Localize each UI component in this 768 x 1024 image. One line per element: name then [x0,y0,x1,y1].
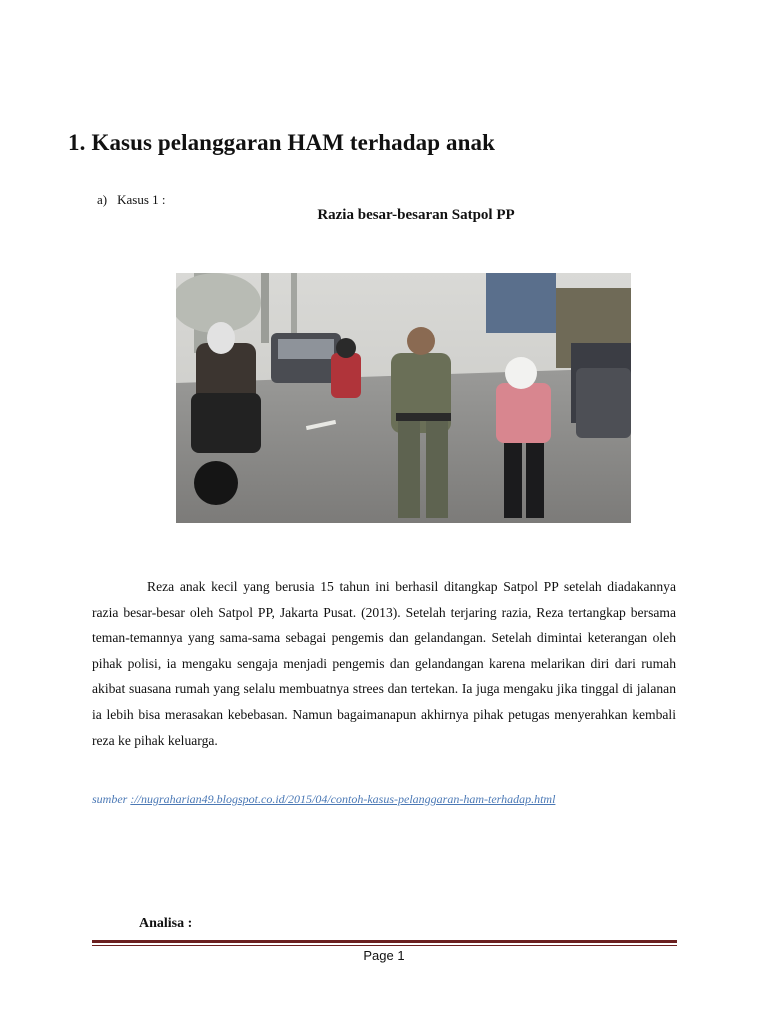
page-number: Page 1 [363,948,405,963]
source-line [92,792,555,807]
subsection-label [97,192,166,208]
footer-rule-thin [92,945,677,946]
footer-rule-thick [92,940,677,943]
section-number: 1. [68,130,86,155]
case-paragraph: Reza anak kecil yang berusia 15 tahun ini berhasil ditangkap Satpol PP setelah diadakannya razia besar-besar oleh Satpol PP, Jakarta Pusat. (2013). Setelah terjaring razia, Reza tertangkap bersama teman-temannya yang sama-sama sebagai pengemis dan gelandangan. Setelah dimintai keterangan oleh pihak polisi, ia mengaku sengaja menjadi pengemis dan gelandangan karena melarikan diri dari rumah akibat suasana rumah yang selalu membuatnya strees dan tertekan. Ia juga mengaku jika tinggal di jalanan ia lebih bisa merasakan kebebasan. Namun bagaimanapun akhirnya pihak petugas menyerahkan kembali reza ke pihak keluarga. [92,579,676,748]
source-link[interactable]: ://nugraharian49.blogspot.co.id/2015/04/contoh-kasus-pelanggaran-ham-terhadap.html [130,792,556,806]
analisa-heading: Analisa : [139,916,193,931]
subsection-marker: a) [97,192,108,207]
case-title: Razia besar-besaran Satpol PP [317,207,515,223]
source-prefix: sumber [92,792,131,806]
news-photo [176,273,631,523]
subsection-text: Kasus 1 : [117,192,166,207]
section-heading [68,130,495,156]
section-title: Kasus pelanggaran HAM terhadap anak [91,130,495,155]
